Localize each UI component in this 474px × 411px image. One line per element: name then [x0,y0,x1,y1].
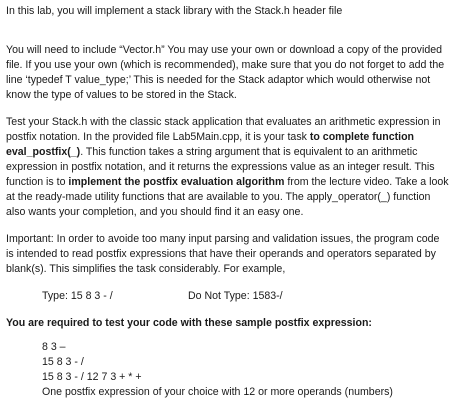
sample-expression: 15 8 3 - / 12 7 3 + * + [42,371,142,383]
type-example: Type: 15 8 3 - / [42,290,113,302]
paragraph-line: at the ready-made utility functions that are available to you. The apply_operator(_) function [6,191,431,203]
paragraph-line [6,130,468,145]
spacer [6,331,468,340]
spacer [6,304,468,316]
paragraph-text: from the lecture video. Take a look [284,176,449,188]
sample-expression: 15 8 3 - / [42,356,84,368]
paragraph-line [6,145,468,160]
spacer [6,277,468,289]
bold-text: to complete function [309,131,415,143]
paragraph-text: postfix notation. In the provided file Lab5Main.cpp, it is your task [6,131,310,143]
paragraph-text: . This function takes a string argument that is equivalent to an arithmetic [80,146,418,158]
paragraph-line: also wants your completion, and you should find it an easy one. [6,206,304,218]
include-paragraph [6,43,468,103]
paragraph-text: function is to [6,176,69,188]
spacer [6,220,468,232]
paragraph-line: line ‘typedef T value_type;’ This is needed for the Stack adaptor which would otherwise not [6,74,431,86]
paragraph-line: is intended to read postfix expressions that have their operands and operators separated by [6,248,436,260]
paragraph-line: file. If you use your own (which is recommended), make sure that you do not forget to add the [6,59,445,71]
spacer [6,103,468,115]
intro-text: In this lab, you will implement a stack library with the Stack.h header file [6,5,343,17]
spacer [6,31,468,43]
bold-text: implement the postfix evaluation algorithm [68,176,285,188]
sample-expression: One postfix expression of your choice with 12 or more operands (numbers) [42,386,393,398]
spacer [6,19,468,31]
sample-expression: 8 3 – [42,341,66,353]
important-paragraph [6,232,468,277]
do-not-type-example: Do Not Type: 1583-/ [188,290,283,302]
example-row [6,289,468,304]
paragraph-line: Important: In order to avoide too many input parsing and validation issues, the program code [6,233,440,245]
document-body [6,4,468,400]
task-paragraph [6,115,468,220]
paragraph-line: expression in postfix notation, and it returns the expressions value as an integer result. This [6,161,435,173]
paragraph-line [6,175,468,190]
paragraph-line: know the type of values to be stored in the Stack. [6,89,237,101]
paragraph-line: blank(s). This simplifies the task considerably. For example, [6,263,286,275]
paragraph-line: You will need to include “Vector.h” You may use your own or download a copy of the provided [6,44,442,56]
function-name-bold: eval_postfix(_) [6,146,81,158]
sample-list [6,340,468,400]
required-heading: You are required to test your code with these sample postfix expression: [6,317,372,329]
paragraph-line: Test your Stack.h with the classic stack application that evaluates an arithmetic expression in [6,116,441,128]
